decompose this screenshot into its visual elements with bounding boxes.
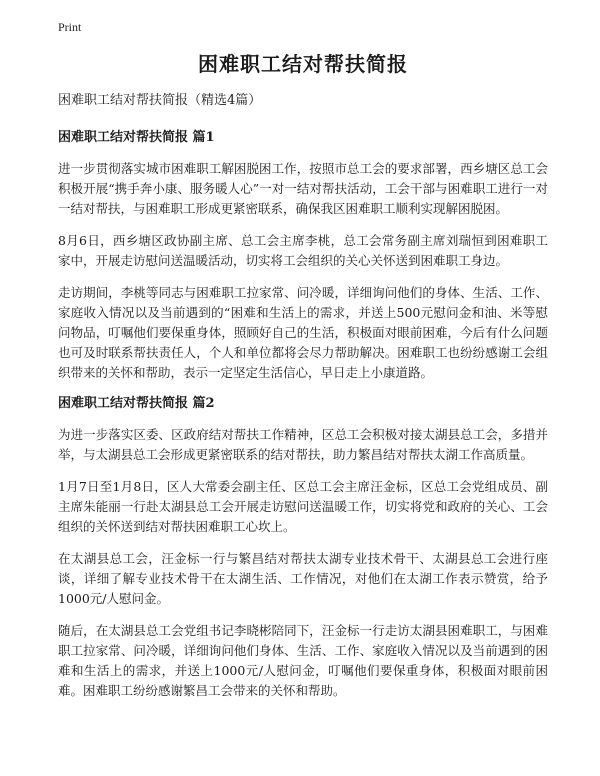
section-2 [58, 395, 548, 701]
document-page [58, 48, 548, 713]
paragraph: 8月6日，西乡塘区政协副主席、总工会主席李桃，总工会常务副主席刘瑞恒到困难职工家中，开展走访慰问送温暖活动，切实将工会组织的关心关怀送到困难职工身边。 [58, 233, 548, 268]
paragraph: 1月7日至1月8日，区人大常委会副主任、区总工会主席汪金标，区总工会党组成员、副主席朱能丽一行赴太湖县总工会开展走访慰问送温暖工作，切实将党和政府的关心、工会组织的关怀送到结对帮扶困难职工心坎上。 [58, 479, 548, 534]
paragraph: 为进一步落实区委、区政府结对帮扶工作精神，区总工会积极对接太湖县总工会，多措并举，与太湖县总工会形成更紧密联系的结对帮扶，助力繁昌结对帮扶太湖工作高质量。 [58, 427, 548, 462]
document-title: 困难职工结对帮扶简报 [198, 52, 408, 76]
paragraph: 进一步贯彻落实城市困难职工解困脱困工作，按照市总工会的要求部署，西乡塘区总工会积极开展“携手奔小康、服务暖人心”一对一结对帮扶活动，工会干部与困难职工进行一对一结对帮扶，与困难职工形成更紧密联系，确保我区困难职工顺利实现解困脱困。 [58, 161, 548, 216]
paragraph: 在太湖县总工会，汪金标一行与繁昌结对帮扶太湖专业技术骨干、太湖县总工会进行座谈，详细了解专业技术骨干在太湖生活、工作情况，对他们在太湖工作表示赞赏，给予1000元/人慰问金。 [58, 551, 548, 606]
paragraph: 走访期间，李桃等同志与困难职工拉家常、问冷暖，详细询问他们的身体、生活、工作、家庭收入情况以及当前遇到的“困难和生活上的需求，并送上500元慰问金和油、米等慰问物品，叮嘱他们要保重身体，照顾好自己的生活，积极面对眼前困难，今后有什么问题也可及时联系帮扶责任人，个人和单位都将会尽力帮助解决。困难职工也纷纷感谢工会组织带来的关怀和帮助，表示一定坚定生活信心，早日走上小康道路。 [58, 285, 548, 380]
paragraph: 随后，在太湖县总工会党组书记李晓彬陪同下，汪金标一行走访太湖县困难职工，与困难职工拉家常、问冷暖，详细询问他们身体、生活、工作、家庭收入情况以及当前遇到的困难和生活上的需求，并送上1000元/人慰问金，叮嘱他们要保重身体，积极面对眼前困难。困难职工纷纷感谢繁昌工会带来的关怀和帮助。 [58, 623, 548, 698]
section-heading: 困难职工结对帮扶简报 篇1 [58, 130, 215, 145]
print-link[interactable]: Print [58, 20, 82, 34]
section-heading: 困难职工结对帮扶简报 篇2 [58, 396, 215, 411]
document-subtitle: 困难职工结对帮扶简报（精选4篇） [58, 93, 262, 108]
section-1 [58, 129, 548, 383]
